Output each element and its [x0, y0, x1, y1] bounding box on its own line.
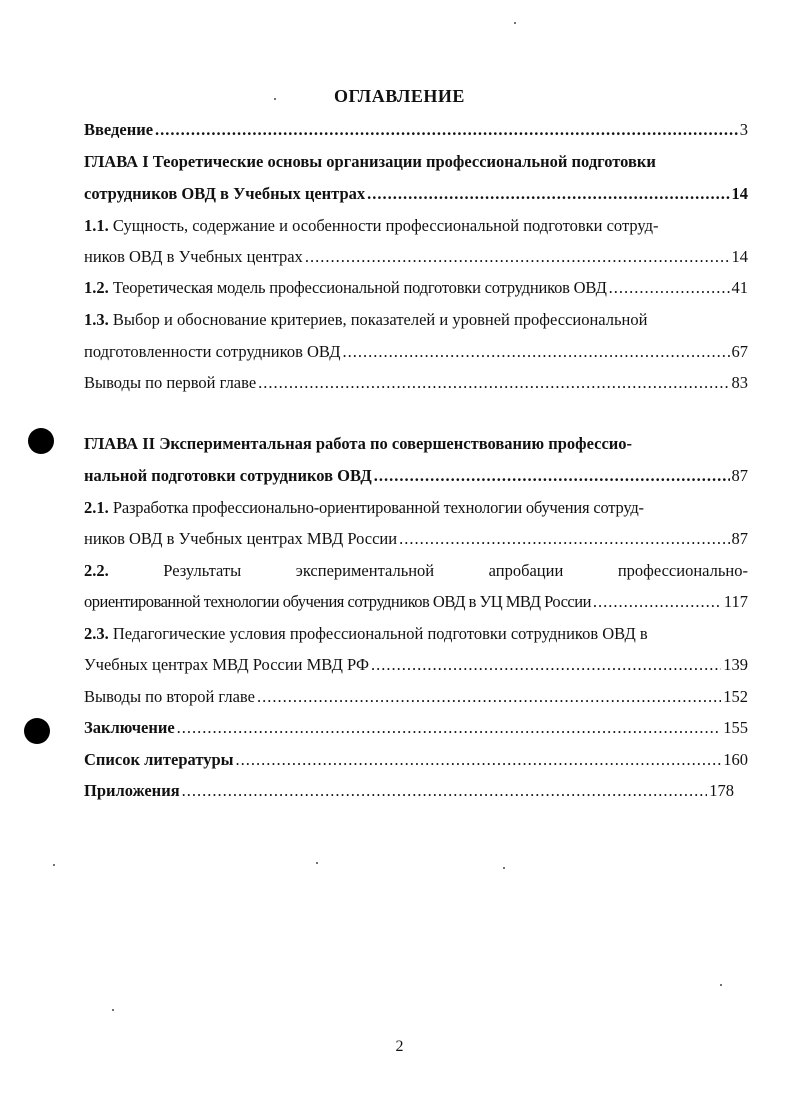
toc-section-number: 1.3. — [84, 310, 109, 329]
toc-page-number: 41 — [731, 278, 748, 297]
toc-section-1-1 — [84, 246, 748, 268]
toc-leader-dots — [305, 246, 730, 268]
toc-section-1-3-line1 — [84, 309, 748, 331]
scan-speck — [316, 862, 318, 864]
toc-page-number: 87 — [731, 466, 748, 485]
toc-section-1-2 — [84, 277, 748, 299]
scan-speck — [53, 864, 55, 866]
toc-leader-dots — [343, 341, 730, 363]
toc-entry-label: Введение — [84, 120, 154, 139]
toc-page-number: 155 — [723, 718, 748, 737]
scan-speck — [112, 1009, 114, 1011]
toc-entry-label: ников ОВД в Учебных центрах МВД России — [84, 529, 398, 548]
toc-page-number: 67 — [731, 342, 748, 361]
toc-entry-label: Заключение — [84, 718, 175, 737]
toc-leader-dots — [257, 686, 721, 708]
toc-entry-label: сотрудников ОВД в Учебных центрах — [84, 184, 366, 203]
toc-section-number: 2.1. — [84, 498, 109, 517]
toc-chapter-1 — [84, 183, 748, 205]
toc-section-2-3-line1 — [84, 623, 748, 645]
toc-leader-dots — [399, 528, 729, 550]
scan-speck — [720, 984, 722, 986]
toc-word: профессионально- — [617, 561, 748, 580]
toc-entry-label: Педагогические условия профессиональной подготовки сотрудников ОВД в — [112, 624, 648, 643]
toc-entry-label: 1.2. Теоретическая модель профессиональной подготовки сотрудников ОВД — [84, 278, 607, 297]
toc-section-2-2 — [84, 591, 748, 613]
toc-page-number: 3 — [739, 120, 748, 139]
toc-entry-label: Выводы по первой главе — [84, 373, 257, 392]
toc-page-number: 14 — [731, 247, 748, 266]
toc-section-number: 1.2. — [84, 278, 109, 297]
toc-entry-label: ников ОВД в Учебных центрах — [84, 247, 303, 266]
toc-entry-label: Разработка профессионально-ориентированной технологии обучения сотруд- — [112, 498, 644, 517]
scan-speck — [514, 22, 516, 24]
toc-entry-label: Список литературы — [84, 750, 234, 769]
toc-section-1-1-line1 — [84, 215, 748, 237]
toc-word: апробации — [488, 561, 564, 580]
toc-page-number: 160 — [723, 750, 748, 769]
toc-chapter-1-line1: ГЛАВА I Теоретические основы организации профессиональной подготовки — [84, 152, 656, 171]
toc-page-number: 83 — [731, 373, 748, 392]
punch-hole-mark — [28, 428, 54, 454]
toc-leader-dots — [258, 372, 729, 394]
toc-page-number: 14 — [731, 184, 748, 203]
toc-entry-label: Учебных центрах МВД России МВД РФ — [84, 655, 369, 674]
punch-hole-mark — [24, 718, 50, 744]
toc-leader-dots — [371, 654, 721, 676]
toc-word: Результаты — [163, 561, 242, 580]
toc-entry-label: Выбор и обоснование критериев, показателей и уровней профессиональной — [112, 310, 648, 329]
toc-page-number: 178 — [709, 781, 734, 800]
toc-section-number: 2.2. — [84, 561, 109, 580]
toc-entry-label: Сущность, содержание и особенности профессиональной подготовки сотруд- — [112, 216, 659, 235]
toc-section-1-3 — [84, 341, 748, 363]
toc-entry-intro — [84, 119, 748, 141]
toc-leader-dots — [177, 717, 722, 739]
toc-conclusion — [84, 717, 748, 739]
toc-leader-dots — [182, 780, 708, 802]
toc-leader-dots — [236, 749, 722, 771]
toc-conclusions-2 — [84, 686, 748, 708]
toc-leader-dots — [609, 277, 730, 299]
toc-page-number: 139 — [723, 655, 748, 674]
page-number: 2 — [395, 1038, 404, 1055]
toc-section-2-1 — [84, 528, 748, 550]
toc-entry-label: Выводы по второй главе — [84, 687, 255, 706]
toc-word: экспериментальной — [295, 561, 435, 580]
toc-section-2-3 — [84, 654, 748, 676]
toc-section-number: 1.1. — [84, 216, 109, 235]
toc-section-number: 2.3. — [84, 624, 109, 643]
toc-section-2-2-line1 — [84, 560, 748, 582]
toc-entry-label: ориентированной технологии обучения сотрудников ОВД в УЦ МВД России — [84, 592, 591, 611]
toc-page-number: 87 — [731, 529, 748, 548]
toc-leader-dots — [374, 465, 730, 487]
toc-page-number: 117 — [723, 592, 748, 611]
toc-page-number: 152 — [723, 687, 748, 706]
toc-entry-label: подготовленности сотрудников ОВД — [84, 342, 341, 361]
toc-leader-dots — [155, 119, 738, 141]
scan-speck — [503, 867, 505, 869]
page-title: ОГЛАВЛЕНИЕ — [334, 86, 465, 106]
toc-entry-label: нальной подготовки сотрудников ОВД — [84, 466, 372, 485]
toc-leader-dots — [367, 183, 729, 205]
toc-chapter-2-line1: ГЛАВА II Экспериментальная работа по совершенствованию профессио- — [84, 434, 633, 453]
toc-chapter-2 — [84, 465, 748, 487]
toc-leader-dots — [593, 591, 722, 613]
toc-references — [84, 749, 748, 771]
toc-appendix — [84, 780, 734, 802]
toc-entry-label: Приложения — [84, 781, 180, 800]
toc-section-2-1-line1 — [84, 497, 748, 519]
scan-speck — [274, 98, 276, 100]
toc-conclusions-1 — [84, 372, 748, 394]
